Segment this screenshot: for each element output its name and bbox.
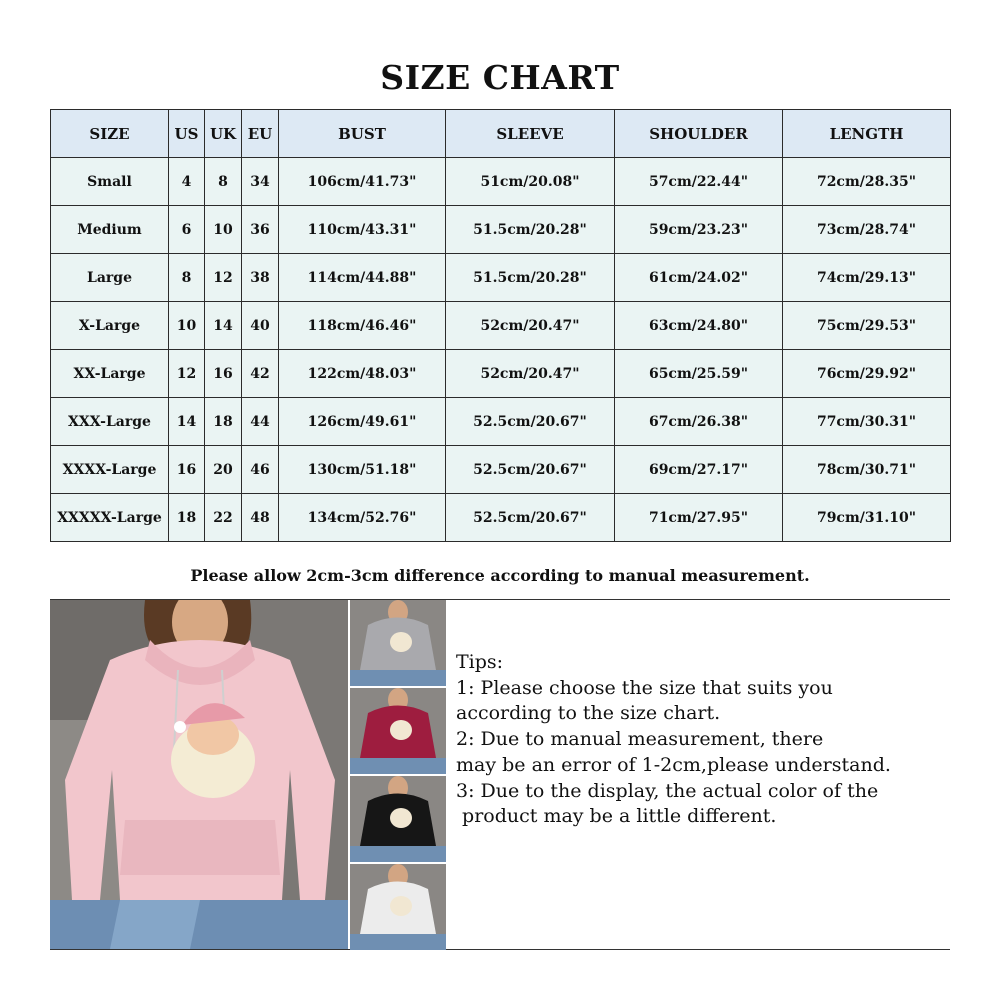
table-cell: 52cm/20.47" [446, 350, 615, 398]
table-cell: 75cm/29.53" [783, 302, 951, 350]
variant-thumb-black [350, 776, 446, 862]
table-cell: 6 [169, 206, 205, 254]
header-us: US [169, 110, 205, 158]
product-photo-pink [50, 600, 348, 949]
table-cell: 34 [242, 158, 279, 206]
table-cell: Small [51, 158, 169, 206]
table-cell: 44 [242, 398, 279, 446]
table-cell: 16 [169, 446, 205, 494]
table-cell: 36 [242, 206, 279, 254]
table-cell: 67cm/26.38" [615, 398, 783, 446]
header-length: LENGTH [783, 110, 951, 158]
table-cell: 4 [169, 158, 205, 206]
table-cell: 110cm/43.31" [279, 206, 446, 254]
table-cell: 51.5cm/20.28" [446, 206, 615, 254]
header-shoulder: SHOULDER [615, 110, 783, 158]
table-cell: 69cm/27.17" [615, 446, 783, 494]
table-cell: 63cm/24.80" [615, 302, 783, 350]
table-cell: 114cm/44.88" [279, 254, 446, 302]
table-cell: 61cm/24.02" [615, 254, 783, 302]
header-uk: UK [205, 110, 242, 158]
variant-thumb-gray [350, 600, 446, 686]
table-cell: 20 [205, 446, 242, 494]
table-cell: 10 [205, 206, 242, 254]
table-row [51, 446, 951, 494]
table-cell: 52.5cm/20.67" [446, 494, 615, 542]
tips-block [456, 650, 956, 830]
header-sleeve: SLEEVE [446, 110, 615, 158]
tip-line: 3: Due to the display, the actual color of the [456, 779, 879, 802]
table-cell: 12 [205, 254, 242, 302]
table-cell: 16 [205, 350, 242, 398]
table-cell: 79cm/31.10" [783, 494, 951, 542]
table-cell: 74cm/29.13" [783, 254, 951, 302]
table-cell: XX-Large [51, 350, 169, 398]
table-row [51, 206, 951, 254]
table-cell: 76cm/29.92" [783, 350, 951, 398]
table-cell: 10 [169, 302, 205, 350]
table-cell: 8 [205, 158, 242, 206]
divider-bottom [50, 949, 950, 950]
tip-line: 2: Due to manual measurement, there [456, 728, 824, 751]
table-cell: 42 [242, 350, 279, 398]
table-cell: 40 [242, 302, 279, 350]
table-row [51, 494, 951, 542]
size-chart-title: SIZE CHART [380, 58, 620, 97]
table-row [51, 158, 951, 206]
table-cell: 134cm/52.76" [279, 494, 446, 542]
table-cell: 51.5cm/20.28" [446, 254, 615, 302]
color-variant-thumbnails [350, 600, 446, 949]
table-row [51, 398, 951, 446]
table-cell: Medium [51, 206, 169, 254]
variant-thumb-white [350, 864, 446, 950]
table-cell: 78cm/30.71" [783, 446, 951, 494]
table-cell: 59cm/23.23" [615, 206, 783, 254]
table-cell: 18 [169, 494, 205, 542]
table-cell: XXXX-Large [51, 446, 169, 494]
table-row [51, 302, 951, 350]
table-cell: 118cm/46.46" [279, 302, 446, 350]
table-cell: X-Large [51, 302, 169, 350]
table-cell: 126cm/49.61" [279, 398, 446, 446]
size-chart-table [50, 109, 951, 542]
table-cell: 71cm/27.95" [615, 494, 783, 542]
table-header-row [51, 110, 951, 158]
tip-line: according to the size chart. [456, 702, 721, 725]
table-cell: 52.5cm/20.67" [446, 398, 615, 446]
table-cell: 22 [205, 494, 242, 542]
header-eu: EU [242, 110, 279, 158]
table-cell: Large [51, 254, 169, 302]
table-cell: 46 [242, 446, 279, 494]
table-cell: 12 [169, 350, 205, 398]
table-cell: 52cm/20.47" [446, 302, 615, 350]
table-row [51, 350, 951, 398]
table-cell: 122cm/48.03" [279, 350, 446, 398]
table-cell: 14 [205, 302, 242, 350]
header-size: SIZE [51, 110, 169, 158]
variant-thumb-burgundy [350, 688, 446, 774]
table-cell: XXX-Large [51, 398, 169, 446]
tip-line: product may be a little different. [456, 805, 777, 828]
header-bust: BUST [279, 110, 446, 158]
table-cell: 38 [242, 254, 279, 302]
table-cell: 72cm/28.35" [783, 158, 951, 206]
tip-line: 1: Please choose the size that suits you [456, 676, 833, 699]
table-cell: 77cm/30.31" [783, 398, 951, 446]
table-cell: 65cm/25.59" [615, 350, 783, 398]
table-cell: 52.5cm/20.67" [446, 446, 615, 494]
table-cell: 18 [205, 398, 242, 446]
table-cell: 73cm/28.74" [783, 206, 951, 254]
table-cell: 51cm/20.08" [446, 158, 615, 206]
tips-heading: Tips: [456, 651, 504, 673]
table-row [51, 254, 951, 302]
table-cell: 14 [169, 398, 205, 446]
table-cell: 106cm/41.73" [279, 158, 446, 206]
measurement-note: Please allow 2cm-3cm difference according to manual measurement. [190, 566, 810, 585]
table-cell: XXXXX-Large [51, 494, 169, 542]
table-cell: 8 [169, 254, 205, 302]
tip-line: may be an error of 1-2cm,please understand. [456, 753, 891, 776]
table-cell: 57cm/22.44" [615, 158, 783, 206]
table-cell: 130cm/51.18" [279, 446, 446, 494]
table-cell: 48 [242, 494, 279, 542]
